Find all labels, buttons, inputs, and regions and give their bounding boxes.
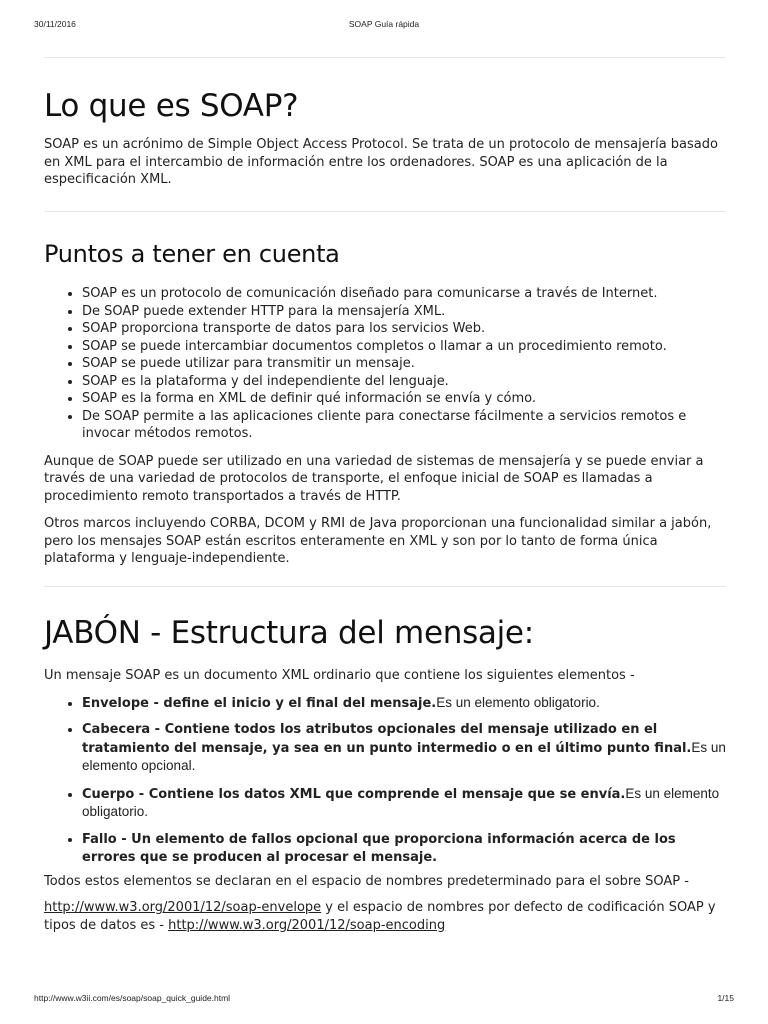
- element-note: Es un elemento opcional.: [82, 739, 726, 773]
- namespace-text: y el espacio de nombres por defecto de codificación SOAP y tipos de datos es -: [44, 900, 716, 933]
- section-points: [44, 239, 726, 568]
- list-item-envelope: [82, 694, 726, 713]
- list-item-header: [82, 721, 726, 776]
- element-title: Cabecera - Contiene todos los atributos opcionales del mensaje utilizado en el tratamiento del mensaje, ya sea en un punto intermedio o en el último punto final.: [82, 722, 692, 756]
- element-title: Fallo - Un elemento de fallos opcional que proporciona información acerca de los errores que se producen al procesar el mensaje.: [82, 831, 676, 865]
- link-soap-encoding[interactable]: http://www.w3.org/2001/12/soap-encoding: [168, 917, 446, 933]
- list-item-fault: [82, 831, 726, 867]
- divider: [44, 586, 726, 587]
- points-list: [44, 285, 726, 443]
- section-what-is-soap: [44, 88, 726, 189]
- element-title: Cuerpo - Contiene los datos XML que comprende el mensaje que se envía.: [82, 786, 626, 802]
- page-number: 1/15: [717, 993, 734, 1003]
- list-item: • SOAP se puede utilizar para transmitir un mensaje.: [82, 355, 726, 373]
- print-footer: [34, 993, 734, 1005]
- link-soap-envelope[interactable]: http://www.w3.org/2001/12/soap-envelope: [44, 900, 322, 915]
- element-title: Envelope - define el inicio y el final del mensaje.: [82, 695, 437, 711]
- list-item-body: [82, 785, 726, 822]
- paragraph-soap-definition: SOAP es un acrónimo de Simple Object Access Protocol. Se trata de un protocolo de mensajería basado en XML para el intercambio de información entre los ordenadores. SOAP es una aplicación de la especificación XML.: [44, 137, 718, 187]
- print-title: SOAP Guía rápida: [348, 19, 420, 29]
- heading-points: Puntos a tener en cuenta: [44, 240, 340, 268]
- paragraph-transport: Aunque de SOAP puede ser utilizado en una variedad de sistemas de mensajería y se puede enviar a través de una variedad de protocolos de transporte, el enfoque inicial de SOAP es llamadas a procedimiento remoto transportados a través de HTTP.: [44, 453, 704, 504]
- elements-list: [44, 694, 726, 867]
- paragraph-frameworks: Otros marcos incluyendo CORBA, DCOM y RMI de Java proporcionan una funcionalidad similar a jabón, pero los mensajes SOAP están escritos enteramente en XML y son por lo tanto de forma única plataforma y lenguaje-independiente.: [44, 516, 712, 566]
- list-item: • SOAP se puede intercambiar documentos completos o llamar a un procedimiento remoto.: [82, 338, 726, 356]
- print-date: 30/11/2016: [34, 19, 76, 29]
- list-item: • SOAP es un protocolo de comunicación diseñado para comunicarse a través de Internet.: [82, 285, 726, 303]
- list-item: • SOAP es la plataforma y del independiente del lenguaje.: [82, 373, 726, 391]
- list-item: • SOAP proporciona transporte de datos para los servicios Web.: [82, 320, 726, 338]
- element-note: Es un elemento obligatorio.: [82, 785, 720, 819]
- list-item: • SOAP es la forma en XML de definir qué información se envía y cómo.: [82, 390, 726, 408]
- paragraph-closing: Todos estos elementos se declaran en el espacio de nombres predeterminado para el sobre SOAP -: [44, 873, 689, 889]
- paragraph-namespaces: [44, 899, 726, 934]
- section-message-structure: [44, 615, 726, 934]
- heading-what-is-soap: Lo que es SOAP?: [44, 88, 299, 124]
- divider: [44, 211, 726, 212]
- divider: [44, 57, 726, 58]
- print-header: [34, 19, 734, 31]
- element-note: Es un elemento obligatorio.: [436, 694, 600, 710]
- heading-message-structure: JABÓN - Estructura del mensaje:: [44, 615, 534, 651]
- list-item: • De SOAP puede extender HTTP para la mensajería XML.: [82, 303, 726, 321]
- print-url: http://www.w3ii.com/es/soap/soap_quick_guide.html: [34, 993, 231, 1003]
- paragraph-intro: Un mensaje SOAP es un documento XML ordinario que contiene los siguientes elementos -: [44, 668, 635, 683]
- list-item: • De SOAP permite a las aplicaciones cliente para conectarse fácilmente a servicios remotos e invocar métodos remotos.: [82, 408, 726, 443]
